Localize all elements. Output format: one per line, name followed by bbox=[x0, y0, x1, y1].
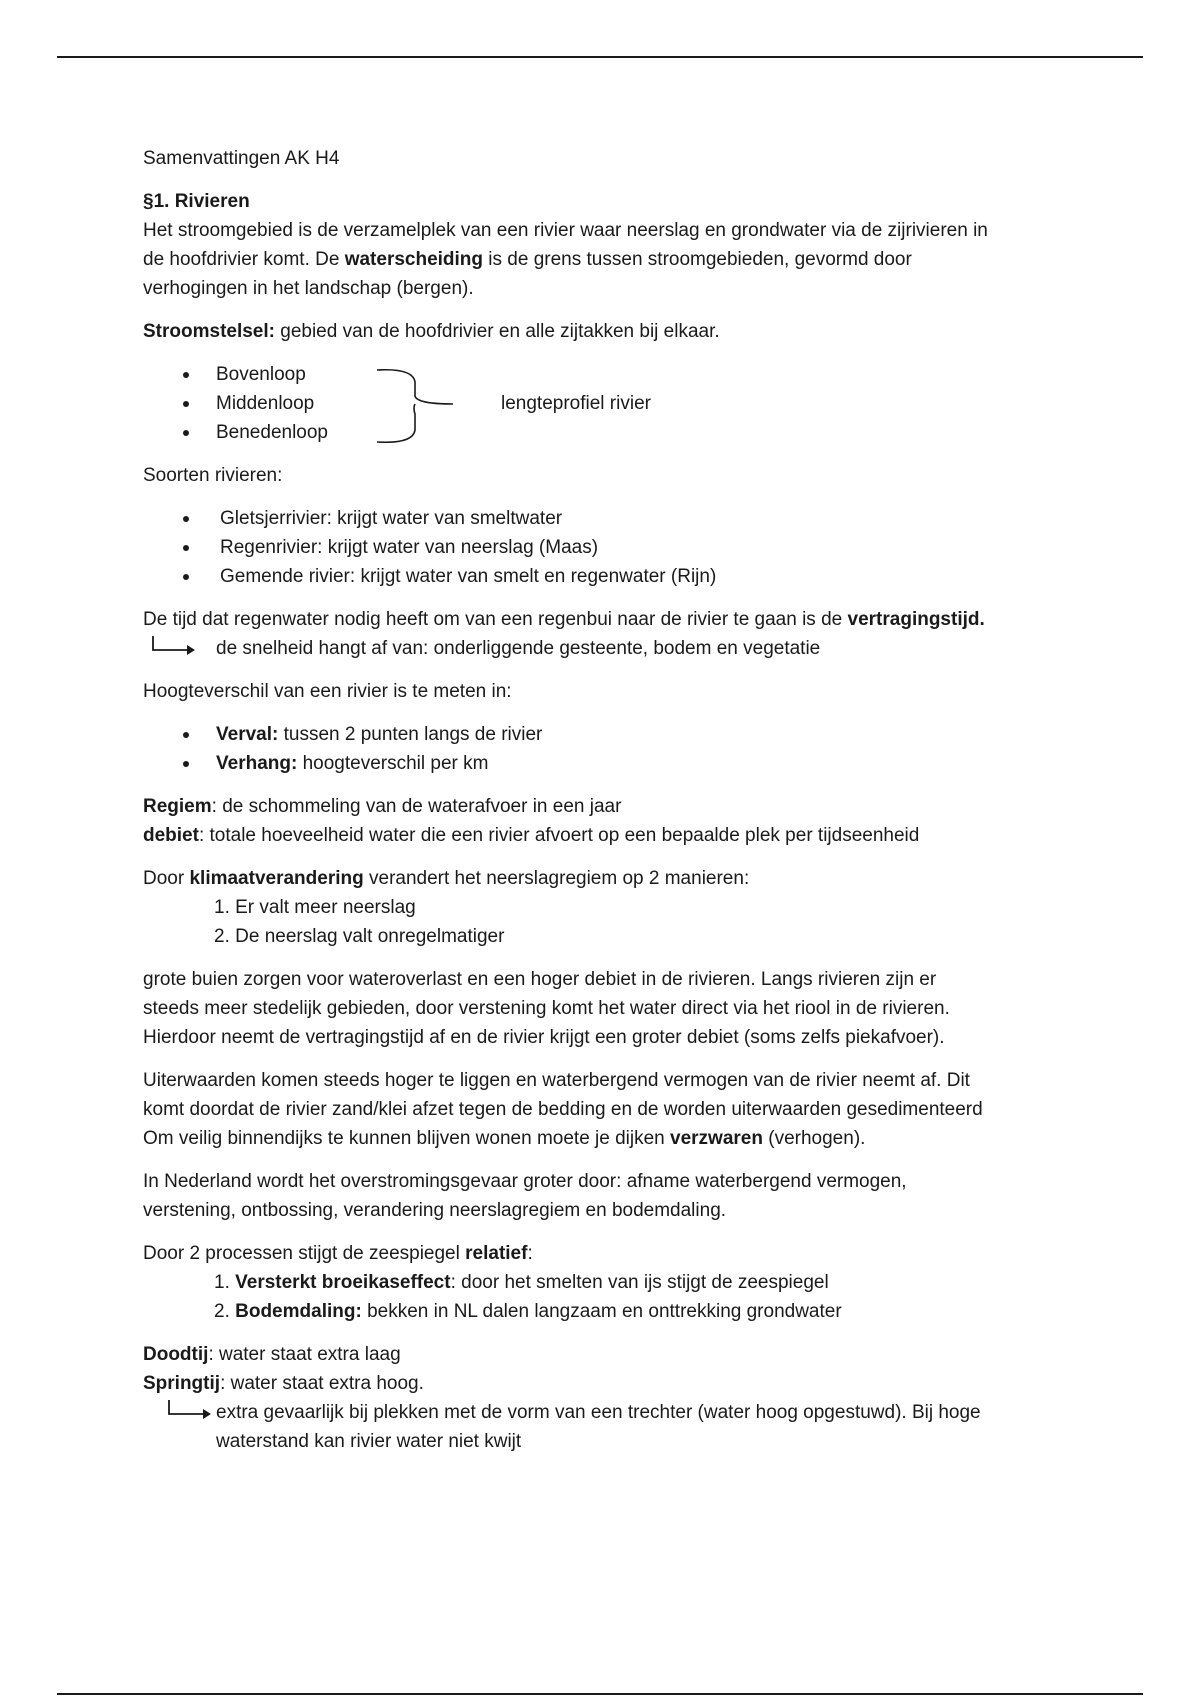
list-item: 1. Er valt meer neerslag bbox=[214, 897, 416, 918]
list-item: Verval: tussen 2 punten langs de rivier bbox=[143, 720, 1073, 749]
paragraph-line: Uiterwaarden komen steeds hoger te liggen en waterbergend vermogen van de rivier neemt af. Dit bbox=[143, 1070, 970, 1091]
document-body bbox=[143, 144, 1073, 1456]
hoogteverschil-list bbox=[143, 720, 1073, 778]
vertraging-arrow-note: de snelheid hangt af van: onderliggende gesteente, bodem en vegetatie bbox=[143, 634, 1073, 663]
list-item: Middenloop bbox=[143, 389, 1073, 418]
footer-rule bbox=[57, 1693, 1143, 1695]
paragraph-line: Hierdoor neemt de vertragingstijd af en de rivier krijgt een groter debiet (soms zelfs piekafvoer). bbox=[143, 1027, 945, 1048]
list-item: 2. Bodemdaling: bekken in NL dalen langzaam en onttrekking grondwater bbox=[214, 1301, 842, 1322]
springtij-definition: Springtij: water staat extra hoog. bbox=[143, 1373, 424, 1394]
arrow-right-icon bbox=[151, 636, 197, 656]
nederland-paragraph bbox=[143, 1167, 1073, 1225]
uiterwaarden-paragraph bbox=[143, 1066, 1073, 1153]
list-item: Regenrivier: krijgt water van neerslag (Maas) bbox=[143, 533, 1073, 562]
soorten-heading: Soorten rivieren: bbox=[143, 465, 283, 486]
document-title: Samenvattingen AK H4 bbox=[143, 148, 340, 169]
paragraph-line: Om veilig binnendijks te kunnen blijven wonen moete je dijken verzwaren (verhogen). bbox=[143, 1128, 866, 1149]
list-item: 2. De neerslag valt onregelmatiger bbox=[214, 926, 505, 947]
lengteprofiel-label: lengteprofiel rivier bbox=[501, 393, 651, 414]
list-item: Verhang: hoogteverschil per km bbox=[143, 749, 1073, 778]
paragraph-line: verstening, ontbossing, verandering neerslagregiem en bodemdaling. bbox=[143, 1200, 727, 1221]
paragraph-line: In Nederland wordt het overstromingsgevaar groter door: afname waterbergend vermogen, bbox=[143, 1171, 907, 1192]
intro-line-2: de hoofdrivier komt. De waterscheiding is de grens tussen stroomgebieden, gevormd door bbox=[143, 249, 912, 270]
section-heading: §1. Rivieren bbox=[143, 191, 250, 212]
debiet-definition: debiet: totale hoeveelheid water die een rivier afvoert op een bepaalde plek per tijdseenheid bbox=[143, 825, 920, 846]
buien-paragraph bbox=[143, 965, 1073, 1052]
arrow-right-icon bbox=[167, 1400, 213, 1420]
paragraph-line: komt doordat de rivier zand/klei afzet tegen de bedding en de worden uiterwaarden gesedimenteerd bbox=[143, 1099, 983, 1120]
paragraph-line: waterstand kan rivier water niet kwijt bbox=[216, 1431, 522, 1452]
list-item: 1. Versterkt broeikaseffect: door het smelten van ijs stijgt de zeespiegel bbox=[214, 1272, 829, 1293]
zeespiegel-intro: Door 2 processen stijgt de zeespiegel relatief: bbox=[143, 1243, 533, 1264]
intro-line-1: Het stroomgebied is de verzamelplek van een rivier waar neerslag en grondwater via de zijrivieren in bbox=[143, 220, 988, 241]
hoogteverschil-heading: Hoogteverschil van een rivier is te meten in: bbox=[143, 681, 512, 702]
list-item: Benedenloop bbox=[143, 418, 1073, 447]
intro-line-3: verhogingen in het landschap (bergen). bbox=[143, 278, 474, 299]
paragraph-line: grote buien zorgen voor wateroverlast en een hoger debiet in de rivieren. Langs rivieren zijn er bbox=[143, 969, 937, 990]
curly-brace-icon bbox=[375, 364, 457, 446]
doodtij-definition: Doodtij: water staat extra laag bbox=[143, 1344, 401, 1365]
regiem-definition: Regiem: de schommeling van de waterafvoer in een jaar bbox=[143, 796, 622, 817]
vertragingstijd-definition: De tijd dat regenwater nodig heeft om van een regenbui naar de rivier te gaan is de vertragingstijd. bbox=[143, 609, 985, 630]
klimaat-intro: Door klimaatverandering verandert het neerslagregiem op 2 manieren: bbox=[143, 868, 750, 889]
list-item: Gletsjerrivier: krijgt water van smeltwater bbox=[143, 504, 1073, 533]
paragraph-line: steeds meer stedelijk gebieden, door verstening komt het water direct via het riool in de rivieren. bbox=[143, 998, 950, 1019]
stroomstelsel-definition: Stroomstelsel: gebied van de hoofdrivier en alle zijtakken bij elkaar. bbox=[143, 321, 720, 342]
header-rule bbox=[57, 56, 1143, 58]
springtij-arrow-note: extra gevaarlijk bij plekken met de vorm van een trechter (water hoog opgestuwd). Bij hoge bbox=[143, 1398, 1073, 1427]
list-item: Gemende rivier: krijgt water van smelt en regenwater (Rijn) bbox=[143, 562, 1073, 591]
list-item: Bovenloop bbox=[143, 360, 1073, 389]
loop-list bbox=[143, 360, 1073, 447]
soorten-list bbox=[143, 504, 1073, 591]
